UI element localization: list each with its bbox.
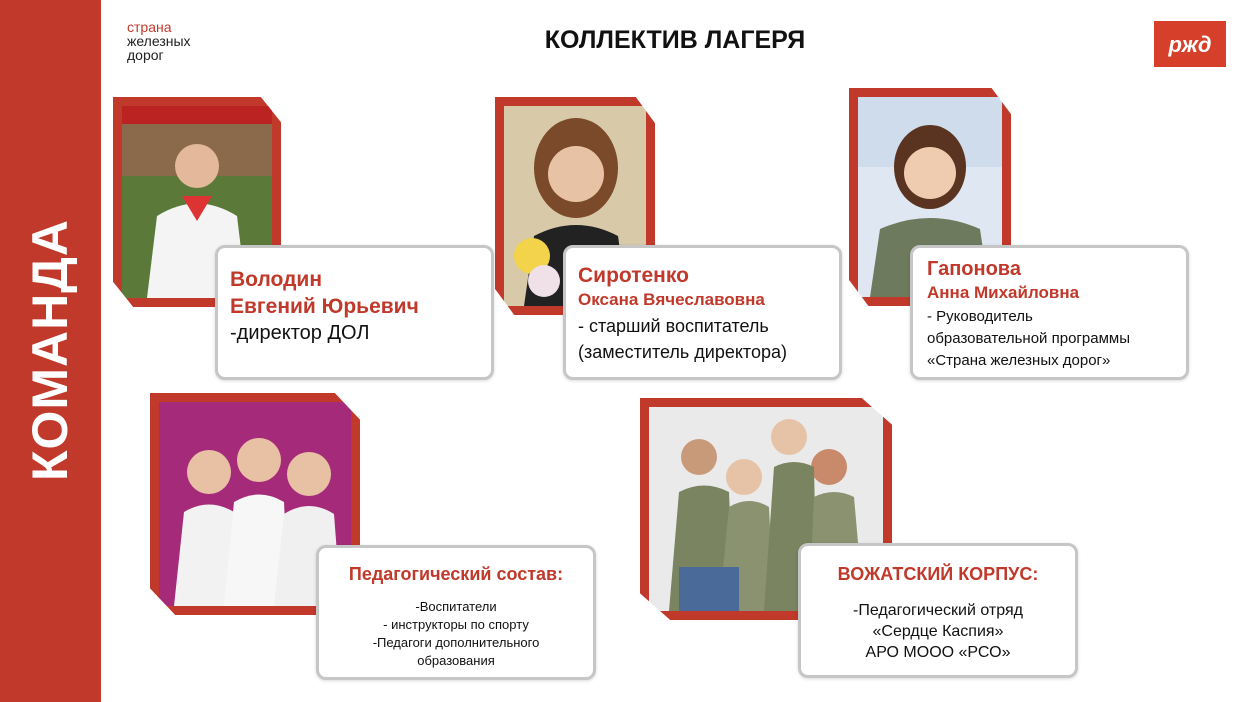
card-name-second: Анна Михайловна xyxy=(927,283,1080,302)
card-role-line: образовательной программы xyxy=(927,330,1130,347)
card-line: -Педагоги дополнительного xyxy=(372,635,540,650)
card-heading: Педагогический состав: xyxy=(348,564,564,584)
card-role-line: - Руководитель xyxy=(927,308,1033,325)
card-name-first: Володин xyxy=(230,268,323,291)
card-line: -Педагогический отряд xyxy=(853,602,1023,619)
brand-line-3: дорог xyxy=(127,47,164,63)
side-band xyxy=(0,0,101,702)
card-name-first: Гапонова xyxy=(927,258,1021,280)
card-role-line: -директор ДОЛ xyxy=(230,322,370,344)
card-gaponova xyxy=(910,245,1189,380)
side-title: КОМАНДА xyxy=(22,218,78,482)
card-role-line: (заместитель директора) xyxy=(578,342,788,362)
card-name-second: Оксана Вячеславовна xyxy=(578,290,765,309)
card-name-first: Сиротенко xyxy=(578,264,689,287)
card-pedagogical-staff xyxy=(316,545,596,680)
card-counselors xyxy=(798,543,1078,678)
card-role-line: - старший воспитатель xyxy=(578,316,769,336)
card-line: -Воспитатели xyxy=(415,599,497,614)
card-line: АРО МООО «РСО» xyxy=(865,644,1011,661)
card-heading: ВОЖАТСКИЙ КОРПУС: xyxy=(837,564,1039,584)
page-title-wrapper xyxy=(0,26,1250,55)
card-line: образования xyxy=(417,653,495,668)
brand-line-2: железных xyxy=(127,33,191,49)
card-name-second: Евгений Юрьевич xyxy=(230,295,419,318)
page-title: КОЛЛЕКТИВ ЛАГЕРЯ xyxy=(544,26,806,54)
card-role-line: «Страна железных дорог» xyxy=(927,352,1111,369)
rzd-logo xyxy=(1154,21,1226,67)
card-line: - инструкторы по спорту xyxy=(383,617,529,632)
card-sirotenko xyxy=(563,245,842,380)
svg-text:ржд: ржд xyxy=(1168,32,1212,57)
brand-line-1: страна xyxy=(127,19,172,35)
rzd-logo-icon xyxy=(1154,21,1226,67)
card-volodin xyxy=(215,245,494,380)
card-line: «Сердце Каспия» xyxy=(872,623,1004,640)
